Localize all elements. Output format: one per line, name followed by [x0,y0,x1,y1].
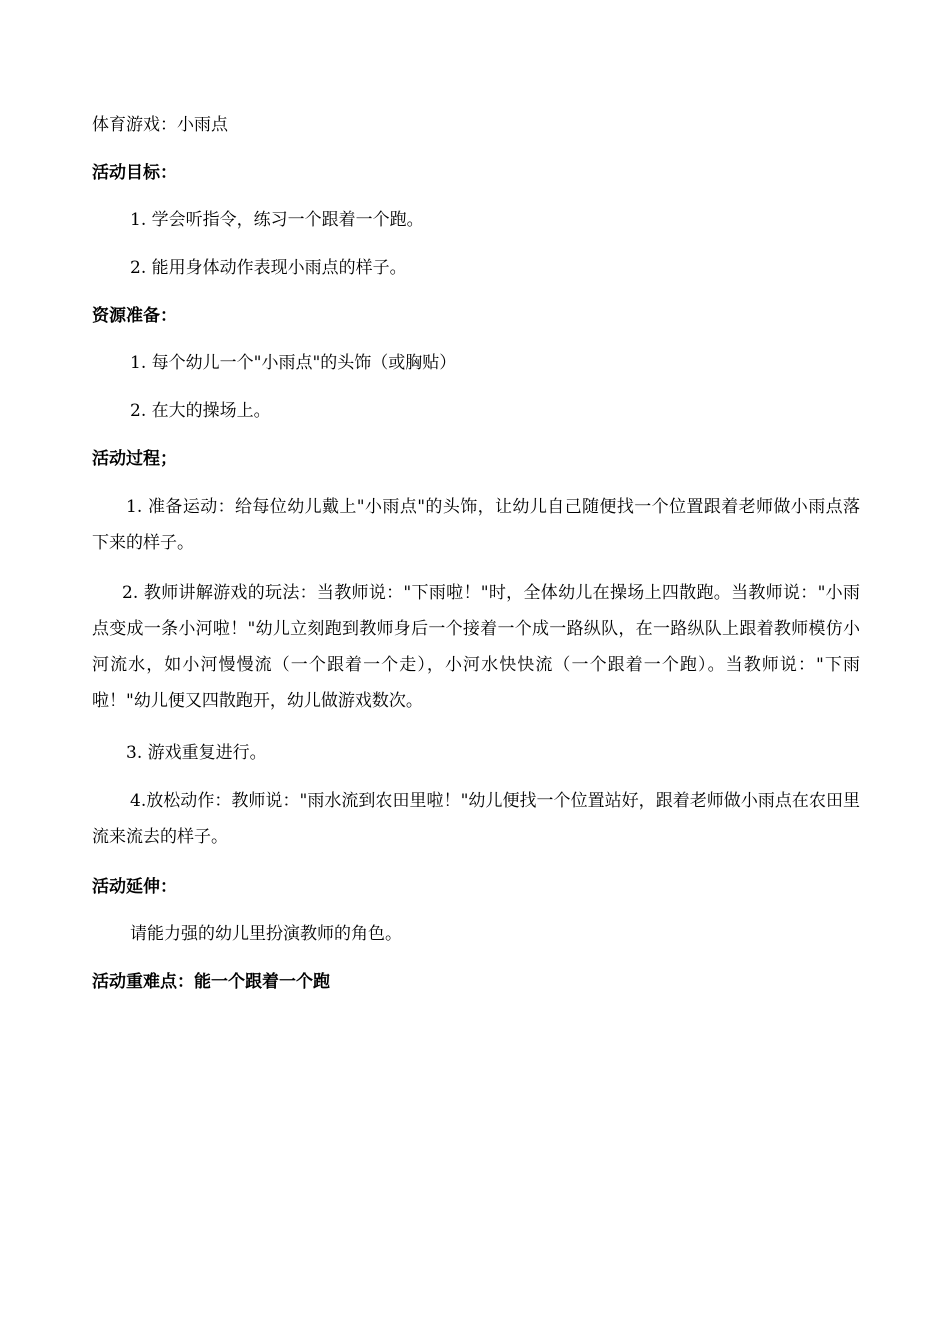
process-step-2: 2. 教师讲解游戏的玩法：当教师说："下雨啦！"时，全体幼儿在操场上四散跑。当教师说："小雨点变成一条小河啦！"幼儿立刻跑到教师身后一个接着一个成一路纵队，在一路纵队上跟着教师模仿小河流水，如小河慢慢流（一个跟着一个走），小河水快快流（一个跟着一个跑）。当教师说："下雨啦！"幼儿便又四散跑开，幼儿做游戏数次。 [92,583,860,711]
goal-item-2: 2. 能用身体动作表现小雨点的样子。 [130,258,407,278]
goal-item-1: 1. 学会听指令，练习一个跟着一个跑。 [130,210,424,230]
resource-item-1: 1. 每个幼儿一个"小雨点"的头饰（或胸贴） [130,353,457,373]
key-points: 活动重难点：能一个跟着一个跑 [92,972,330,992]
resource-item-2: 2. 在大的操场上。 [130,401,271,421]
process-step-4: 4.放松动作：教师说："雨水流到农田里啦！"幼儿便找一个位置站好，跟着老师做小雨点在农田里流来流去的样子。 [92,791,860,847]
resources-heading: 资源准备： [92,306,177,326]
document-title: 体育游戏：小雨点 [92,115,228,135]
extension-text: 请能力强的幼儿里扮演教师的角色。 [130,924,402,944]
process-heading: 活动过程； [92,449,177,469]
process-step-1: 1. 准备运动：给每位幼儿戴上"小雨点"的头饰，让幼儿自己随便找一个位置跟着老师做小雨点落下来的样子。 [92,497,860,553]
goals-heading: 活动目标： [92,163,177,183]
extension-heading: 活动延伸： [92,877,177,897]
process-step-3: 3. 游戏重复进行。 [126,743,267,763]
